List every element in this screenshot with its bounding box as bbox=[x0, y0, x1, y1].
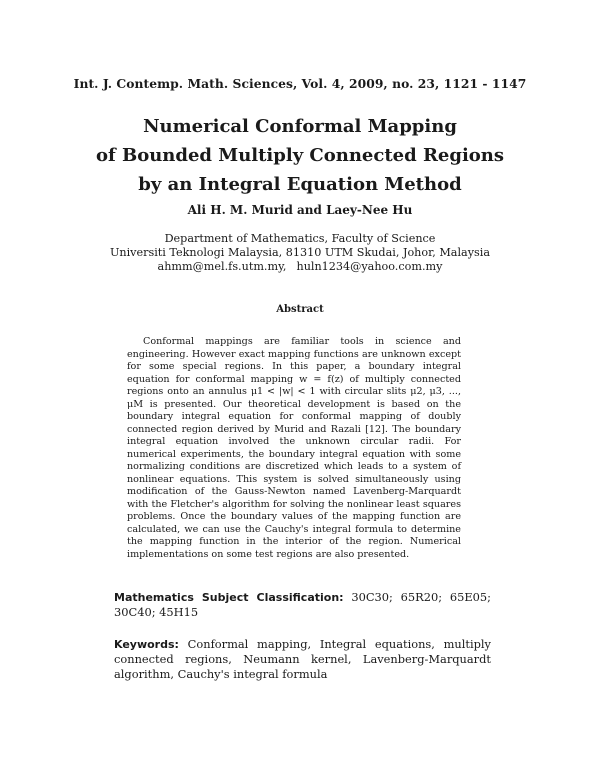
keywords-label: Keywords: bbox=[114, 638, 179, 651]
affiliation-line-2: Universiti Teknologi Malaysia, 81310 UTM Skudai, Johor, Malaysia bbox=[109, 246, 491, 259]
authors: Ali H. M. Murid and Laey-Nee Hu bbox=[187, 203, 413, 217]
keywords bbox=[114, 637, 491, 682]
paper-title bbox=[0, 112, 600, 199]
msc-value: 30C30; 65R20; 65E05; 30C40; 45H15 bbox=[114, 590, 491, 619]
affiliation bbox=[0, 232, 600, 274]
msc-classification bbox=[114, 590, 491, 620]
title-line-1: Numerical Conformal Mapping bbox=[143, 116, 457, 137]
abstract-text: Conformal mappings are familiar tools in science and engineering. However exact mapping functions are unknown except for some special regions. In this paper, a boundary integral equation for conformal mapping w = f(z) of multiply connected regions onto an annulus μ1 < |w| < 1 with circular slits μ2, μ3, ..., μM is presented. Our theoretical development is based on the boundary integral equation for conformal mapping of doubly connected region derived by Murid and Razali [12]. The boundary integral equation involved the unknown circular radii. For numerical experiments, the boundary integral equation with some normalizing conditions are discretized which leads to a system of nonlinear equations. This system is solved simultaneously using modification of the Gauss-Newton named Lavenberg-Marquardt with the Fletcher's algorithm for solving the nonlinear least squares problems. Once the boundary values of the mapping function are calculated, we can use the Cauchy's integral formula to determine the mapping function in the interior of the region. Numerical implementations on some test regions are also presented. bbox=[127, 336, 461, 560]
title-line-2: of Bounded Multiply Connected Regions bbox=[95, 145, 505, 166]
emails bbox=[0, 260, 600, 274]
affiliation-line-1: Department of Mathematics, Faculty of Science bbox=[164, 232, 436, 245]
abstract-heading: Abstract bbox=[276, 304, 324, 315]
journal-header: Int. J. Contemp. Math. Sciences, Vol. 4, 2009, no. 23, 1121 - 1147 bbox=[73, 76, 527, 91]
keywords-value: Conformal mapping, Integral equations, multiply connected regions, Neumann kernel, Lavenberg-Marquardt algorithm, Cauchy's integral formula bbox=[114, 637, 491, 681]
title-line-3: by an Integral Equation Method bbox=[138, 174, 462, 195]
email-1: ahmm@mel.fs.utm.my, bbox=[157, 260, 287, 273]
email-2: huln1234@yahoo.com.my bbox=[296, 260, 443, 273]
msc-label: Mathematics Subject Classification: bbox=[114, 591, 344, 604]
